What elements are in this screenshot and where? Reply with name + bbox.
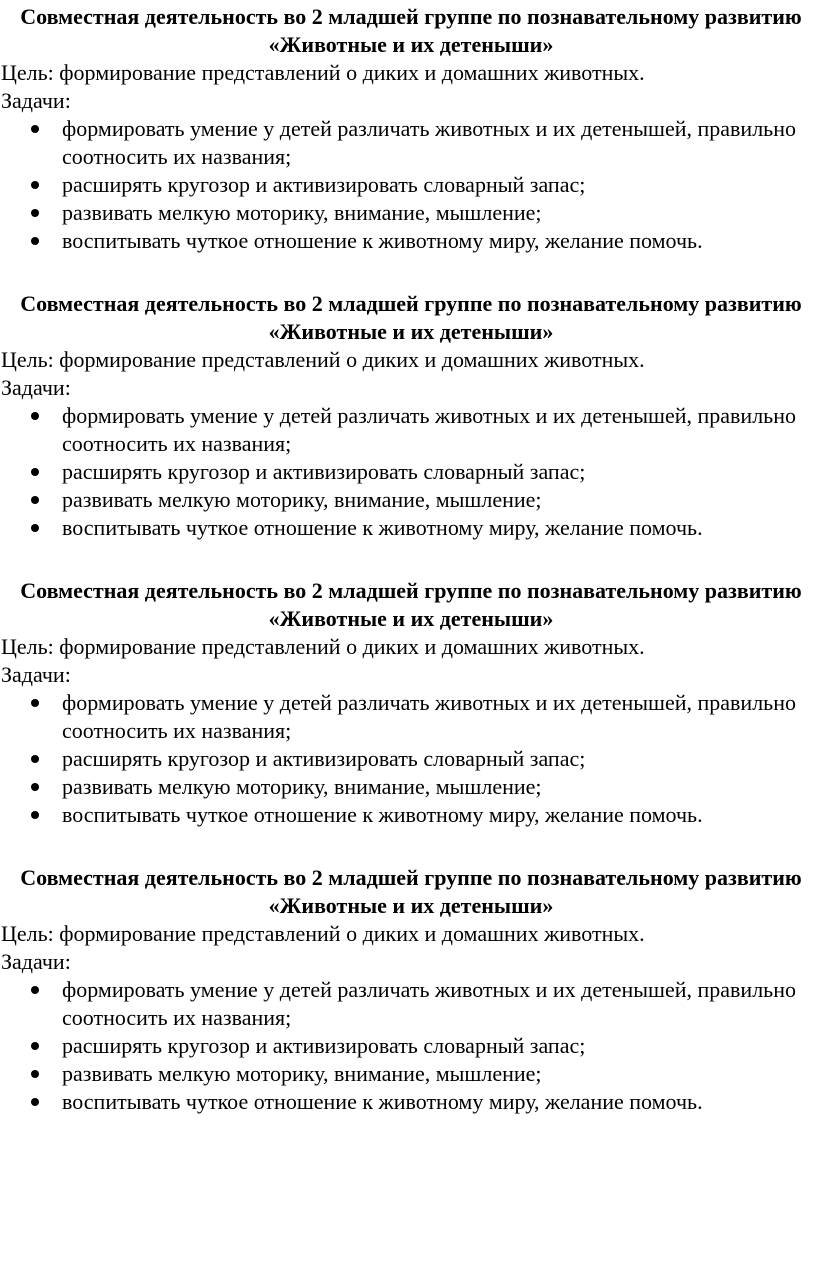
task-text: воспитывать чуткое отношение к животному миру, желание помочь. <box>62 802 703 827</box>
tasks-list <box>0 689 816 829</box>
section-title: Совместная деятельность во 2 младшей группе по познавательному развитию «Животные и их детеныши» <box>20 578 802 631</box>
list-item <box>0 801 816 829</box>
goal-text: Цель: формирование представлений о диких и домашних животных. <box>1 347 645 372</box>
task-text: расширять кругозор и активизировать словарный запас; <box>62 172 586 197</box>
task-text: формировать умение у детей различать животных и их детенышей, правильно соотносить их названия; <box>62 403 796 456</box>
list-item <box>0 171 816 199</box>
list-item <box>0 115 816 171</box>
tasks-list <box>0 402 816 542</box>
section-2 <box>0 290 816 542</box>
list-item <box>0 745 816 773</box>
task-text: воспитывать чуткое отношение к животному миру, желание помочь. <box>62 1089 703 1114</box>
section-3 <box>0 577 816 829</box>
bullet-icon <box>31 496 39 504</box>
list-item <box>0 976 816 1032</box>
task-text: развивать мелкую моторику, внимание, мышление; <box>62 487 542 512</box>
list-item <box>0 402 816 458</box>
task-text: расширять кругозор и активизировать словарный запас; <box>62 1033 586 1058</box>
section-title: Совместная деятельность во 2 младшей группе по познавательному развитию «Животные и их детеныши» <box>20 291 802 344</box>
tasks-list <box>0 115 816 255</box>
goal-text: Цель: формирование представлений о диких и домашних животных. <box>1 634 645 659</box>
bullet-icon <box>31 181 39 189</box>
task-text: расширять кругозор и активизировать словарный запас; <box>62 459 586 484</box>
list-item <box>0 1088 816 1116</box>
section-4 <box>0 864 816 1116</box>
bullet-icon <box>31 1042 39 1050</box>
bullet-icon <box>31 524 39 532</box>
bullet-icon <box>31 699 39 707</box>
bullet-icon <box>31 468 39 476</box>
bullet-icon <box>31 1098 39 1106</box>
bullet-icon <box>31 783 39 791</box>
section-title: Совместная деятельность во 2 младшей группе по познавательному развитию «Животные и их детеныши» <box>20 4 802 57</box>
section-1 <box>0 3 816 255</box>
goal-text: Цель: формирование представлений о диких и домашних животных. <box>1 60 645 85</box>
tasks-label: Задачи: <box>1 88 71 113</box>
task-text: формировать умение у детей различать животных и их детенышей, правильно соотносить их названия; <box>62 977 796 1030</box>
task-text: воспитывать чуткое отношение к животному миру, желание помочь. <box>62 228 703 253</box>
bullet-icon <box>31 237 39 245</box>
section-title: Совместная деятельность во 2 младшей группе по познавательному развитию «Животные и их детеныши» <box>20 865 802 918</box>
task-text: воспитывать чуткое отношение к животному миру, желание помочь. <box>62 515 703 540</box>
task-text: формировать умение у детей различать животных и их детенышей, правильно соотносить их названия; <box>62 116 796 169</box>
list-item <box>0 227 816 255</box>
tasks-label: Задачи: <box>1 662 71 687</box>
list-item <box>0 458 816 486</box>
goal-text: Цель: формирование представлений о диких и домашних животных. <box>1 921 645 946</box>
list-item <box>0 773 816 801</box>
tasks-list <box>0 976 816 1116</box>
list-item <box>0 486 816 514</box>
bullet-icon <box>31 209 39 217</box>
list-item <box>0 1060 816 1088</box>
bullet-icon <box>31 811 39 819</box>
tasks-label: Задачи: <box>1 375 71 400</box>
task-text: расширять кругозор и активизировать словарный запас; <box>62 746 586 771</box>
bullet-icon <box>31 986 39 994</box>
bullet-icon <box>31 1070 39 1078</box>
task-text: формировать умение у детей различать животных и их детенышей, правильно соотносить их названия; <box>62 690 796 743</box>
bullet-icon <box>31 412 39 420</box>
list-item <box>0 514 816 542</box>
tasks-label: Задачи: <box>1 949 71 974</box>
task-text: развивать мелкую моторику, внимание, мышление; <box>62 1061 542 1086</box>
bullet-icon <box>31 755 39 763</box>
list-item <box>0 689 816 745</box>
list-item <box>0 1032 816 1060</box>
list-item <box>0 199 816 227</box>
bullet-icon <box>31 125 39 133</box>
task-text: развивать мелкую моторику, внимание, мышление; <box>62 774 542 799</box>
task-text: развивать мелкую моторику, внимание, мышление; <box>62 200 542 225</box>
